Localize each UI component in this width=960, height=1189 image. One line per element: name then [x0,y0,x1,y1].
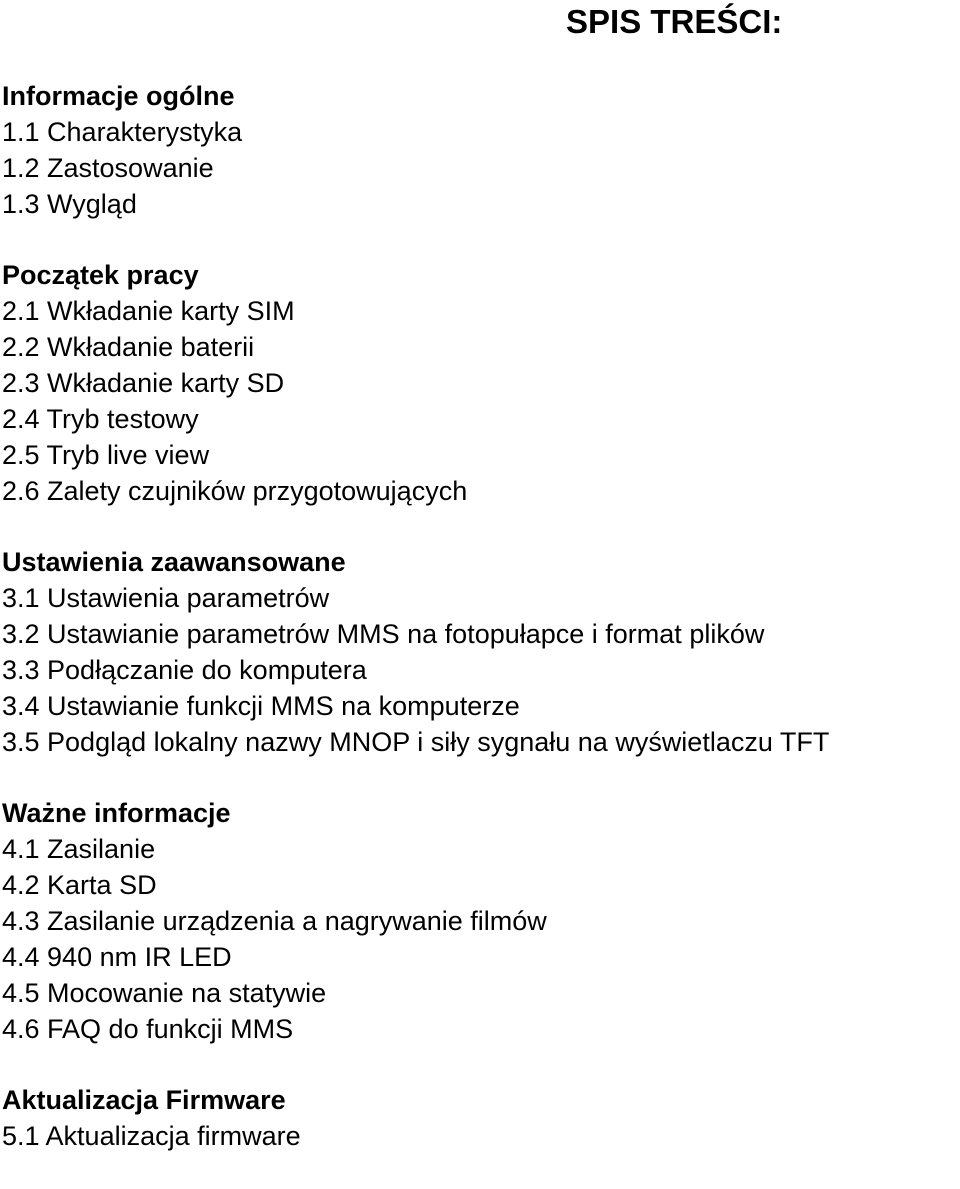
toc-item: 4.6 FAQ do funkcji MMS [2,1014,294,1044]
toc-item: 2.4 Tryb testowy [2,404,199,434]
toc-section-important-info [2,795,958,1047]
toc-item: 5.1 Aktualizacja firmware [2,1121,301,1151]
toc-item: 4.5 Mocowanie na statywie [2,978,327,1008]
section-heading: Początek pracy [2,260,199,290]
toc-item: 4.4 940 nm IR LED [2,942,232,972]
toc-item: 3.1 Ustawienia parametrów [2,583,330,613]
toc-item: 1.2 Zastosowanie [2,153,214,183]
toc-item: 4.2 Karta SD [2,870,157,900]
toc-item: 4.3 Zasilanie urządzenia a nagrywanie filmów [2,906,547,936]
toc-item: 2.5 Tryb live view [2,440,210,470]
section-heading: Ważne informacje [2,798,231,828]
toc-item: 2.3 Wkładanie karty SD [2,368,285,398]
toc-item: 1.3 Wygląd [2,189,137,219]
toc-item: 3.5 Podgląd lokalny nazwy MNOP i siły sygnału na wyświetlaczu TFT [2,727,830,757]
page-title: SPIS TREŚCI: [566,3,783,40]
section-heading: Aktualizacja Firmware [2,1085,286,1115]
toc-item: 2.2 Wkładanie baterii [2,332,255,362]
toc-item: 3.4 Ustawianie funkcji MMS na komputerze [2,691,520,721]
toc-item: 3.3 Podłączanie do komputera [2,655,367,685]
toc-section-advanced-settings [2,544,958,760]
toc-section-general-info [2,78,958,222]
toc-section-firmware-update [2,1082,958,1154]
table-of-contents [2,78,958,1189]
section-heading: Ustawienia zaawansowane [2,547,346,577]
section-heading: Informacje ogólne [2,81,235,111]
toc-item: 4.1 Zasilanie [2,834,156,864]
toc-item: 2.1 Wkładanie karty SIM [2,296,295,326]
toc-section-getting-started [2,257,958,509]
toc-item: 1.1 Charakterystyka [2,117,243,147]
toc-item: 3.2 Ustawianie parametrów MMS na fotopułapce i format plików [2,619,765,649]
toc-item: 2.6 Zalety czujników przygotowujących [2,476,468,506]
